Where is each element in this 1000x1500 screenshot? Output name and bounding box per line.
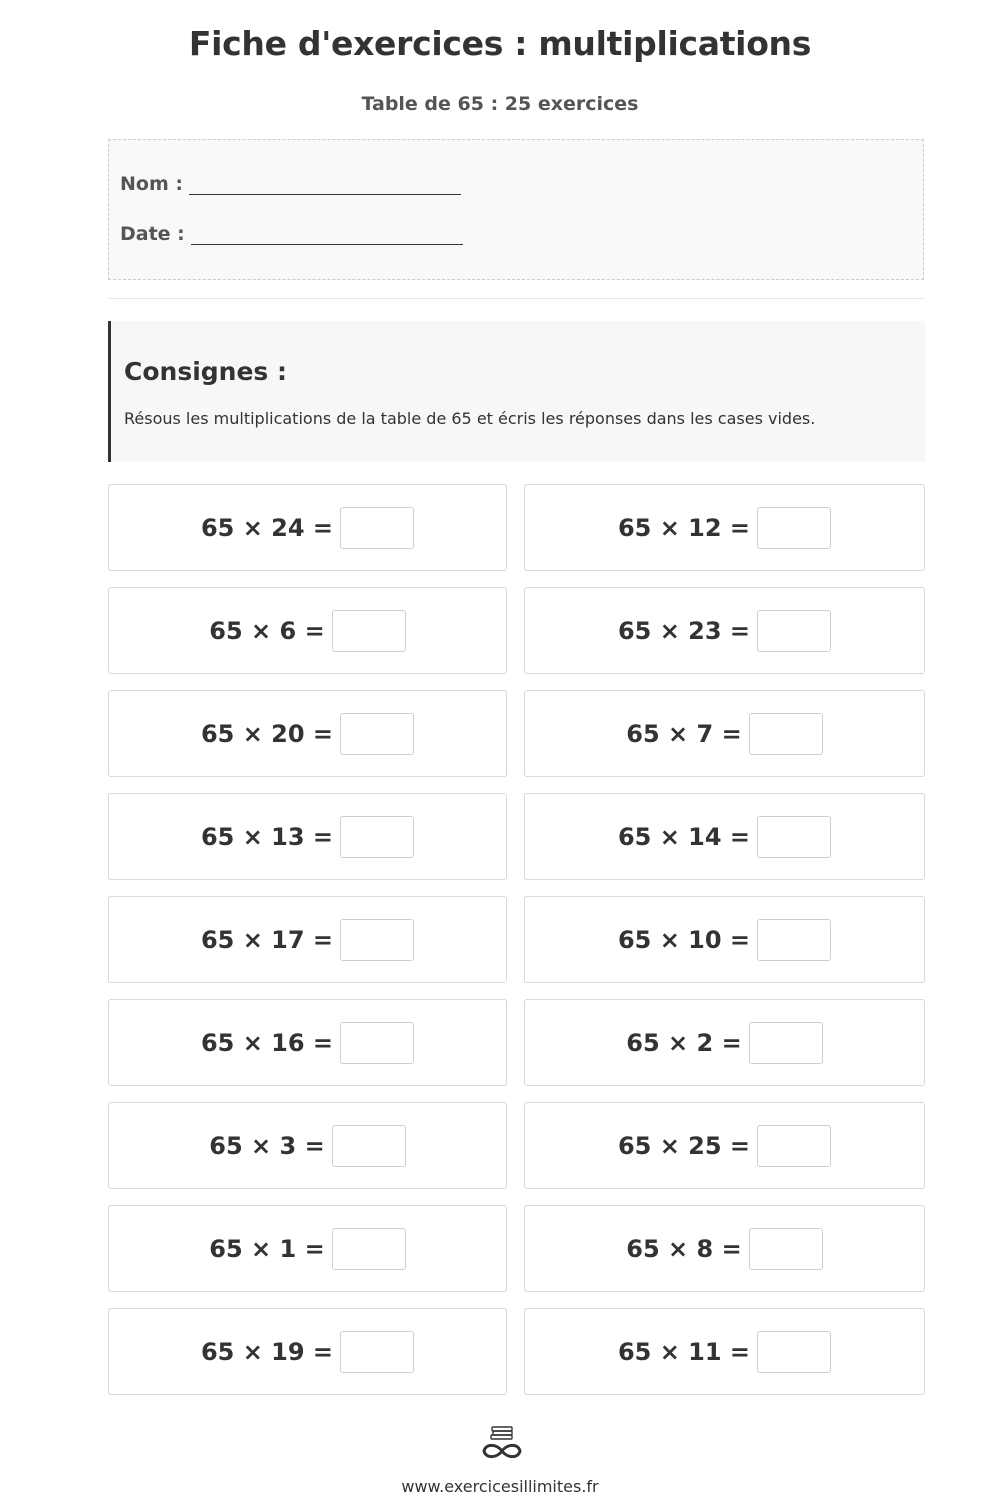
answer-input[interactable] — [332, 1228, 406, 1270]
exercise-expression: 65 × 11 = — [617, 1337, 751, 1366]
answer-input[interactable] — [749, 1022, 823, 1064]
exercise-expression: 65 × 10 = — [617, 925, 751, 954]
instructions-text: Résous les multiplications de la table de 65 et écris les réponses dans les cases vides. — [124, 409, 816, 428]
answer-input[interactable] — [332, 610, 406, 652]
exercise-card — [108, 1102, 507, 1189]
instructions-box — [108, 321, 925, 462]
name-blank[interactable] — [189, 176, 461, 195]
answer-input[interactable] — [757, 816, 831, 858]
answer-input[interactable] — [340, 919, 414, 961]
exercise-card — [524, 484, 925, 571]
exercise-grid — [108, 484, 925, 1395]
footer-url[interactable]: www.exercicesillimites.fr — [401, 1477, 599, 1496]
exercise-expression: 65 × 7 = — [626, 719, 742, 748]
exercise-card — [524, 793, 925, 880]
answer-input[interactable] — [340, 713, 414, 755]
exercise-expression: 65 × 23 = — [617, 616, 751, 645]
answer-input[interactable] — [757, 1331, 831, 1373]
exercise-expression: 65 × 2 = — [626, 1028, 742, 1057]
answer-input[interactable] — [340, 816, 414, 858]
answer-input[interactable] — [340, 1331, 414, 1373]
answer-input[interactable] — [749, 713, 823, 755]
date-blank[interactable] — [191, 226, 463, 245]
name-label: Nom : — [120, 173, 183, 195]
exercise-card — [524, 896, 925, 983]
exercise-expression: 65 × 25 = — [617, 1131, 751, 1160]
exercise-expression: 65 × 13 = — [200, 822, 334, 851]
answer-input[interactable] — [749, 1228, 823, 1270]
exercise-card — [524, 1205, 925, 1292]
exercise-card — [108, 1205, 507, 1292]
exercise-card — [524, 587, 925, 674]
exercise-expression: 65 × 20 = — [200, 719, 334, 748]
answer-input[interactable] — [340, 507, 414, 549]
exercise-expression: 65 × 14 = — [617, 822, 751, 851]
exercise-expression: 65 × 24 = — [200, 513, 334, 542]
exercise-expression: 65 × 17 = — [200, 925, 334, 954]
books-infinity-logo-icon — [478, 1424, 526, 1464]
exercise-card — [108, 793, 507, 880]
exercise-card — [108, 690, 507, 777]
exercise-expression: 65 × 3 = — [209, 1131, 325, 1160]
exercise-card — [524, 1308, 925, 1395]
exercise-card — [108, 484, 507, 571]
exercise-expression: 65 × 12 = — [617, 513, 751, 542]
exercise-expression: 65 × 16 = — [200, 1028, 334, 1057]
exercise-card — [108, 999, 507, 1086]
exercise-card — [108, 896, 507, 983]
page-title: Fiche d'exercices : multiplications — [188, 24, 812, 63]
answer-input[interactable] — [332, 1125, 406, 1167]
exercise-card — [108, 1308, 507, 1395]
page-subtitle: Table de 65 : 25 exercices — [361, 93, 639, 115]
answer-input[interactable] — [757, 507, 831, 549]
exercise-expression: 65 × 19 = — [200, 1337, 334, 1366]
exercise-expression: 65 × 8 = — [626, 1234, 742, 1263]
answer-input[interactable] — [757, 1125, 831, 1167]
section-divider — [108, 298, 925, 299]
name-line — [120, 173, 461, 195]
answer-input[interactable] — [757, 919, 831, 961]
exercise-card — [524, 1102, 925, 1189]
answer-input[interactable] — [757, 610, 831, 652]
date-line — [120, 223, 463, 245]
exercise-card — [524, 999, 925, 1086]
answer-input[interactable] — [340, 1022, 414, 1064]
date-label: Date : — [120, 223, 185, 245]
student-info-box — [108, 139, 924, 280]
instructions-title: Consignes : — [124, 357, 288, 386]
exercise-expression: 65 × 6 = — [209, 616, 325, 645]
exercise-card — [108, 587, 507, 674]
exercise-card — [524, 690, 925, 777]
exercise-expression: 65 × 1 = — [209, 1234, 325, 1263]
